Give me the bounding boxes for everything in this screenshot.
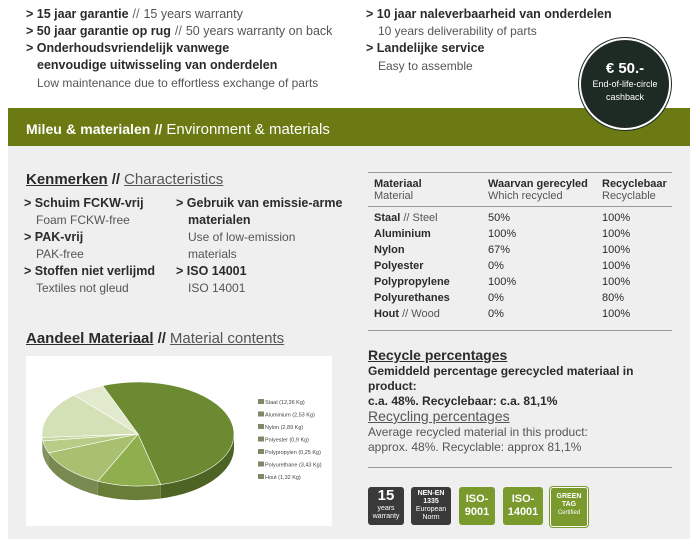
characteristics-heading: Kenmerken // Characteristics <box>26 171 224 188</box>
legend-label: Polyester (0,9 Kg) <box>265 437 310 444</box>
legend-swatch <box>258 424 264 429</box>
cert-iso-14001: ISO- 14001 <box>503 487 543 525</box>
table-top-rule <box>368 172 672 173</box>
legend-label: Hout (1,32 Kg) <box>265 475 301 481</box>
feature-deliverability: > 10 jaar naleverbaarheid van onderdelen <box>366 7 612 21</box>
table-row: Nylon 67% 100% <box>374 244 631 256</box>
legend-swatch <box>258 412 264 417</box>
feature-maintenance: > Onderhoudsvriendelijk vanwege <box>26 41 230 55</box>
feature-maintenance-en: Low maintenance due to effortless exchange of parts <box>37 76 319 90</box>
feature-warranty: > 15 jaar garantie // 15 years warranty <box>26 7 243 21</box>
table-row: Staal // Steel 50% 100% <box>374 212 631 224</box>
table-bottom-rule <box>368 330 672 331</box>
material-contents-heading: Aandeel Materiaal // Material contents <box>26 330 285 347</box>
recycle-text-nl: Gemiddeld percentage gerecycled materiaal in product: c.a. 48%. Recyclebaar: c.a. 81,1% <box>368 364 634 408</box>
cert-iso-9001: ISO- 9001 <box>459 487 495 525</box>
characteristics-col2: > Gebruik van emissie-arme materialen Use of low-emission materials > ISO 14001 ISO 14001 <box>176 196 343 295</box>
feature-deliverability-en: 10 years deliverability of parts <box>378 24 537 38</box>
feature-back-warranty: > 50 jaar garantie op rug // 50 years warranty on back <box>26 24 333 38</box>
section-title: Mileu & materialen // Environment & materials <box>26 121 330 138</box>
table-row: Polyurethanes 0% 80% <box>374 292 625 304</box>
legend-swatch <box>258 399 264 404</box>
legend-label: Aluminium (2,53 Kg) <box>265 412 315 419</box>
legend-label: Polypropylen (0,25 Kg) <box>265 450 321 456</box>
table-row: Polyester 0% 100% <box>374 260 631 272</box>
legend-swatch <box>258 474 264 479</box>
recycle-text-en: Average recycled material in this product: approx. 48%. Recyclable: approx 81,1% <box>368 425 588 454</box>
table-row: Hout // Wood 0% 100% <box>374 308 631 320</box>
legend-swatch <box>258 462 264 467</box>
cert-top-rule <box>368 467 672 468</box>
cashback-badge: € 50.- End-of-life-circle cashback <box>579 38 671 130</box>
feature-maintenance-line2: eenvoudige uitwisseling van onderdelen <box>37 58 278 72</box>
characteristics-col1: > Schuim FCKW-vrij Foam FCKW-free > PAK-vrij PAK-free > Stoffen niet verlijmd Textiles not gleud <box>24 196 155 295</box>
material-chart-box <box>26 356 332 526</box>
table-row: Aluminium 100% 100% <box>374 228 631 240</box>
cert-green-tag: GREEN TAG Certified <box>550 487 588 527</box>
cert-nen-en: NEN-EN 1335 European Norm <box>411 487 451 525</box>
feature-service: > Landelijke service <box>366 41 485 55</box>
table-row: Polypropylene 100% 100% <box>374 276 631 288</box>
material-table <box>366 178 672 322</box>
cert-warranty: 15 years warranty <box>368 487 404 525</box>
feature-service-en: Easy to assemble <box>378 59 473 73</box>
table-header: Materiaal Material Waarvan gerecyled Which recycled Recyclebaar Recyclable <box>374 178 667 202</box>
legend-label: Staal (12,36 Kg) <box>265 400 305 406</box>
legend-swatch <box>258 437 264 442</box>
legend-swatch <box>258 449 264 454</box>
recycle-heading-en: Recycling percentages <box>368 408 510 424</box>
material-pie-chart <box>26 356 332 526</box>
recycle-heading-nl: Recycle percentages <box>368 347 508 363</box>
legend-label: Polyurethane (3,43 Kg) <box>265 462 322 469</box>
legend-label: Nylon (2,89 Kg) <box>265 425 304 431</box>
